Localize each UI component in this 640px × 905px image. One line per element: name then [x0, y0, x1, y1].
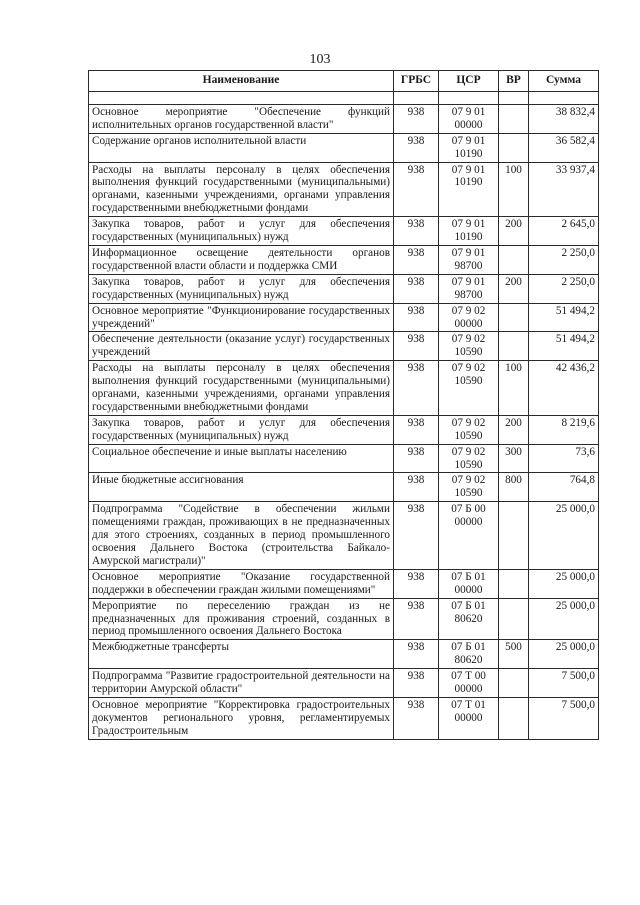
cell-vr: 100	[499, 162, 529, 217]
table-row	[89, 669, 599, 698]
cell-grbs: 938	[394, 473, 439, 502]
cell-vr: 200	[499, 415, 529, 444]
cell-sum: 7 500,0	[529, 669, 599, 698]
cell-sum: 38 832,4	[529, 104, 599, 133]
table-row	[89, 598, 599, 640]
cell-grbs: 938	[394, 669, 439, 698]
cell-vr	[499, 697, 529, 739]
header-grbs: ГРБС	[394, 71, 439, 92]
cell-name: Обеспечение деятельности (оказание услуг) государственных учреждений	[89, 332, 394, 361]
cell-grbs: 938	[394, 104, 439, 133]
cell-vr: 100	[499, 361, 529, 416]
cell-grbs: 938	[394, 361, 439, 416]
cell-grbs: 938	[394, 162, 439, 217]
cell-name: Подпрограмма "Развитие градостроительной деятельности на территории Амурской области"	[89, 669, 394, 698]
cell-csr: 07 Б 00 00000	[439, 502, 499, 570]
cell-name: Расходы на выплаты персоналу в целях обеспечения выполнения функций государственными (муниципальными) органами, казенными учреждениями, органами управления государственными внебюджетными фондами	[89, 162, 394, 217]
table-row	[89, 274, 599, 303]
cell-grbs: 938	[394, 640, 439, 669]
cell-csr: 07 9 01 10190	[439, 217, 499, 246]
cell-vr: 800	[499, 473, 529, 502]
table-row	[89, 697, 599, 739]
cell-grbs: 938	[394, 303, 439, 332]
cell-name: Закупка товаров, работ и услуг для обеспечения государственных (муниципальных) нужд	[89, 217, 394, 246]
cell-sum: 25 000,0	[529, 598, 599, 640]
cell-name: Социальное обеспечение и иные выплаты населению	[89, 444, 394, 473]
cell-grbs: 938	[394, 697, 439, 739]
cell-sum: 2 250,0	[529, 245, 599, 274]
table-row	[89, 361, 599, 416]
cell-grbs: 938	[394, 332, 439, 361]
cell-name: Основное мероприятие "Корректировка градостроительных документов регионального уровня, регламентируемых Градостроительным	[89, 697, 394, 739]
table-body	[89, 91, 599, 739]
cell-sum: 73,6	[529, 444, 599, 473]
cell-csr: 07 9 02 10590	[439, 332, 499, 361]
table-row	[89, 415, 599, 444]
table-row	[89, 640, 599, 669]
cell-vr	[499, 669, 529, 698]
table-row	[89, 133, 599, 162]
cell-name: Основное мероприятие "Функционирование государственных учреждений"	[89, 303, 394, 332]
table-header-row	[89, 71, 599, 92]
cell-name: Мероприятие по переселению граждан из не предназначенных для проживания строений, созданных в период промышленного освоения Дальнего Востока	[89, 598, 394, 640]
cell-name: Закупка товаров, работ и услуг для обеспечения государственных (муниципальных) нужд	[89, 415, 394, 444]
table-row	[89, 569, 599, 598]
cell-grbs: 938	[394, 245, 439, 274]
cell-csr: 07 9 02 10590	[439, 473, 499, 502]
cell-grbs: 938	[394, 444, 439, 473]
table-row	[89, 245, 599, 274]
cell-vr	[499, 332, 529, 361]
cell-name: Основное мероприятие "Оказание государственной поддержки в обеспечении граждан жилыми помещениями"	[89, 569, 394, 598]
cell-vr	[499, 133, 529, 162]
cell-name: Межбюджетные трансферты	[89, 640, 394, 669]
page-number: 103	[309, 52, 331, 67]
cell-grbs: 938	[394, 274, 439, 303]
cell-csr: 07 Б 01 80620	[439, 598, 499, 640]
header-sum: Сумма	[529, 71, 599, 92]
cell-csr: 07 Т 00 00000	[439, 669, 499, 698]
cell-vr	[499, 569, 529, 598]
table-row	[89, 502, 599, 570]
cell-sum: 42 436,2	[529, 361, 599, 416]
cell-csr: 07 9 01 00000	[439, 104, 499, 133]
cell-sum: 33 937,4	[529, 162, 599, 217]
cell-csr: 07 9 01 98700	[439, 274, 499, 303]
cell-name: Подпрограмма "Содействие в обеспечении жильми помещениями граждан, проживающих в не предназначенных для этого строениях, созданных в период промышленного освоения Дальнего Востока (строительства Байкало-Амурской магистрали)"	[89, 502, 394, 570]
cell-name: Закупка товаров, работ и услуг для обеспечения государственных (муниципальных) нужд	[89, 274, 394, 303]
table-row	[89, 332, 599, 361]
cell-sum: 2 250,0	[529, 274, 599, 303]
cell-sum: 25 000,0	[529, 640, 599, 669]
cell-csr: 07 9 01 10190	[439, 133, 499, 162]
cell-sum: 8 219,6	[529, 415, 599, 444]
cell-vr	[499, 598, 529, 640]
cell-sum: 25 000,0	[529, 502, 599, 570]
cell-csr: 07 9 02 10590	[439, 415, 499, 444]
header-csr: ЦСР	[439, 71, 499, 92]
cell-sum: 764,8	[529, 473, 599, 502]
cell-sum: 25 000,0	[529, 569, 599, 598]
table-row	[89, 162, 599, 217]
cell-name: Иные бюджетные ассигнования	[89, 473, 394, 502]
cell-vr: 200	[499, 217, 529, 246]
cell-grbs: 938	[394, 415, 439, 444]
header-vr: ВР	[499, 71, 529, 92]
cell-csr: 07 9 02 10590	[439, 444, 499, 473]
cell-csr: 07 9 01 98700	[439, 245, 499, 274]
cell-grbs: 938	[394, 502, 439, 570]
table-row	[89, 303, 599, 332]
cell-vr: 300	[499, 444, 529, 473]
table-row	[89, 217, 599, 246]
cell-csr: 07 9 01 10190	[439, 162, 499, 217]
cell-vr: 200	[499, 274, 529, 303]
cell-vr	[499, 502, 529, 570]
cell-vr	[499, 245, 529, 274]
cell-name: Содержание органов исполнительной власти	[89, 133, 394, 162]
cell-sum: 36 582,4	[529, 133, 599, 162]
cell-sum: 51 494,2	[529, 303, 599, 332]
cell-csr: 07 9 02 00000	[439, 303, 499, 332]
cell-vr	[499, 303, 529, 332]
cell-grbs: 938	[394, 598, 439, 640]
cell-grbs: 938	[394, 133, 439, 162]
cell-csr: 07 Б 01 80620	[439, 640, 499, 669]
cell-vr: 500	[499, 640, 529, 669]
table-row	[89, 104, 599, 133]
cell-sum: 7 500,0	[529, 697, 599, 739]
cell-vr	[499, 104, 529, 133]
cell-name: Расходы на выплаты персоналу в целях обеспечения выполнения функций государственными (муниципальными) органами, казенными учреждениями, органами управления государственными внебюджетными фондами	[89, 361, 394, 416]
cell-csr: 07 Т 01 00000	[439, 697, 499, 739]
table-row	[89, 473, 599, 502]
table-row	[89, 444, 599, 473]
cell-grbs: 938	[394, 569, 439, 598]
cell-name: Основное мероприятие "Обеспечение функций исполнительных органов государственной власти"	[89, 104, 394, 133]
cell-csr: 07 Б 01 00000	[439, 569, 499, 598]
cell-csr: 07 9 02 10590	[439, 361, 499, 416]
header-name: Наименование	[89, 71, 394, 92]
cell-sum: 51 494,2	[529, 332, 599, 361]
cell-sum: 2 645,0	[529, 217, 599, 246]
cell-grbs: 938	[394, 217, 439, 246]
spacer-row	[89, 91, 599, 104]
budget-table	[88, 70, 599, 740]
cell-name: Информационное освещение деятельности органов государственной власти области и поддержка СМИ	[89, 245, 394, 274]
